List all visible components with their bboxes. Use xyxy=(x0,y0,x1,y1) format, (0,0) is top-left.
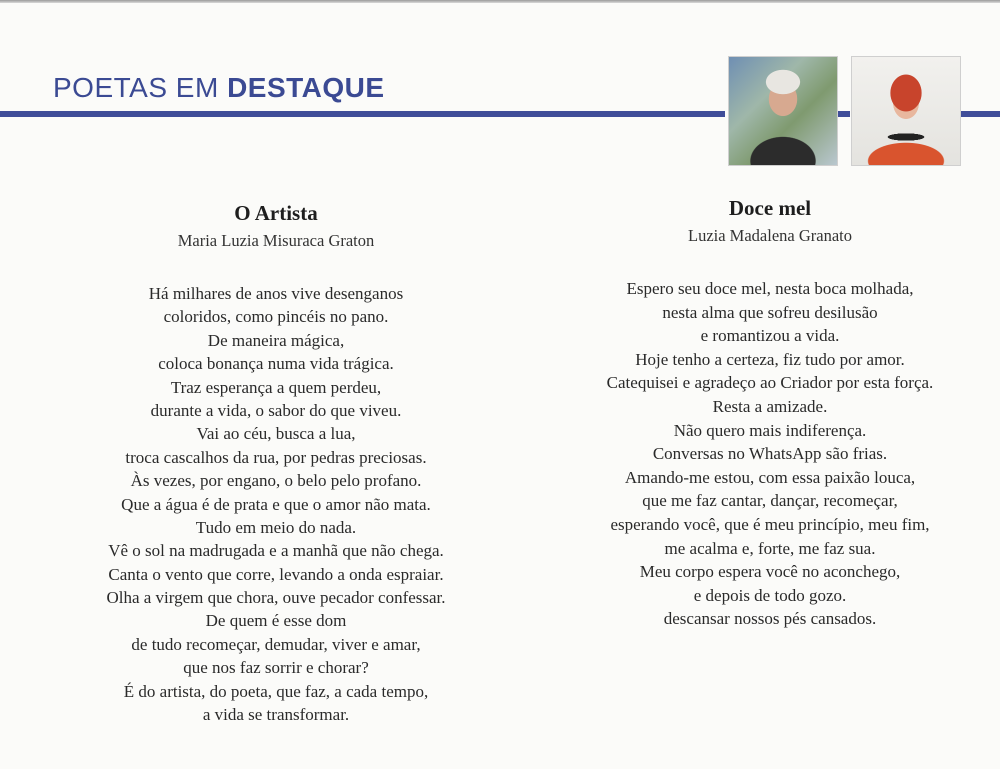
poem-line: Olha a virgem que chora, ouve pecador confessar. xyxy=(106,588,446,608)
poem-line: troca cascalhos da rua, por pedras preciosas. xyxy=(125,447,427,467)
poem-line: Traz esperança a quem perdeu, xyxy=(170,377,382,397)
poem-line: Não quero mais indiferença. xyxy=(673,420,867,440)
poem-line: Espero seu doce mel, nesta boca molhada, xyxy=(626,279,914,298)
poem-line: coloridos, como pincéis no pano. xyxy=(163,307,389,327)
section-title-bold: DESTAQUE xyxy=(227,72,385,103)
header-rule-middle xyxy=(838,111,850,117)
poem-author: Maria Luzia Misuraca Graton xyxy=(177,231,375,250)
header-rule-right xyxy=(961,111,1000,117)
header-rule-left xyxy=(0,111,725,117)
poem-line: Meu corpo espera você no aconchego, xyxy=(639,562,901,582)
poem-author: Luzia Madalena Granato xyxy=(687,226,852,245)
poem-doce-mel xyxy=(560,195,980,631)
poem-line: a vida se transformar. xyxy=(202,705,350,725)
poem-line: Que a água é de prata e que o amor não mata. xyxy=(121,494,431,514)
poem-line: Às vezes, por engano, o belo pelo profano. xyxy=(130,471,422,491)
poem-line: Tudo em meio do nada. xyxy=(195,517,357,537)
poem-line: que me faz cantar, dançar, recomeçar, xyxy=(642,491,898,511)
poem-line: Há milhares de anos vive desenganos xyxy=(148,284,404,303)
poem-line: durante a vida, o sabor do que viveu. xyxy=(150,400,402,420)
section-title xyxy=(53,74,385,102)
poem-line: e romantizou a vida. xyxy=(700,326,840,346)
page-top-edge xyxy=(0,0,1000,3)
section-title-light: POETAS EM xyxy=(53,72,228,103)
poem-line: que nos faz sorrir e chorar? xyxy=(183,658,369,678)
poem-line: É do artista, do poeta, que faz, a cada tempo, xyxy=(123,681,429,701)
poem-body xyxy=(76,282,476,726)
poem-body xyxy=(560,277,980,631)
poem-line: De quem é esse dom xyxy=(205,611,347,631)
poem-line: Vai ao céu, busca a lua, xyxy=(196,424,356,444)
poem-line: descansar nossos pés cansados. xyxy=(663,609,877,629)
poem-line: De maneira mágica, xyxy=(207,330,345,350)
author-photo-1 xyxy=(728,56,838,166)
poem-line: Resta a amizade. xyxy=(712,396,828,416)
poem-line: Catequisei e agradeço ao Criador por esta força. xyxy=(606,373,934,393)
poem-line: me acalma e, forte, me faz sua. xyxy=(664,538,876,558)
poem-line: Hoje tenho a certeza, fiz tudo por amor. xyxy=(635,349,905,369)
poem-line: esperando você, que é meu princípio, meu fim, xyxy=(610,514,930,534)
poem-title: O Artista xyxy=(234,201,318,225)
poem-line: e depois de todo gozo. xyxy=(693,585,847,605)
poem-line: Amando-me estou, com essa paixão louca, xyxy=(624,467,916,487)
author-photo-2 xyxy=(851,56,961,166)
poem-line: nesta alma que sofreu desilusão xyxy=(662,302,878,322)
poem-o-artista xyxy=(76,200,476,726)
poem-line: Vê o sol na madrugada e a manhã que não chega. xyxy=(108,541,444,561)
poem-line: Canta o vento que corre, levando a onda espraiar. xyxy=(108,564,444,584)
poem-line: coloca bonança numa vida trágica. xyxy=(158,354,394,374)
poem-line: de tudo recomeçar, demudar, viver e amar, xyxy=(131,634,421,654)
poem-line: Conversas no WhatsApp são frias. xyxy=(652,444,888,464)
poem-title: Doce mel xyxy=(728,196,812,220)
